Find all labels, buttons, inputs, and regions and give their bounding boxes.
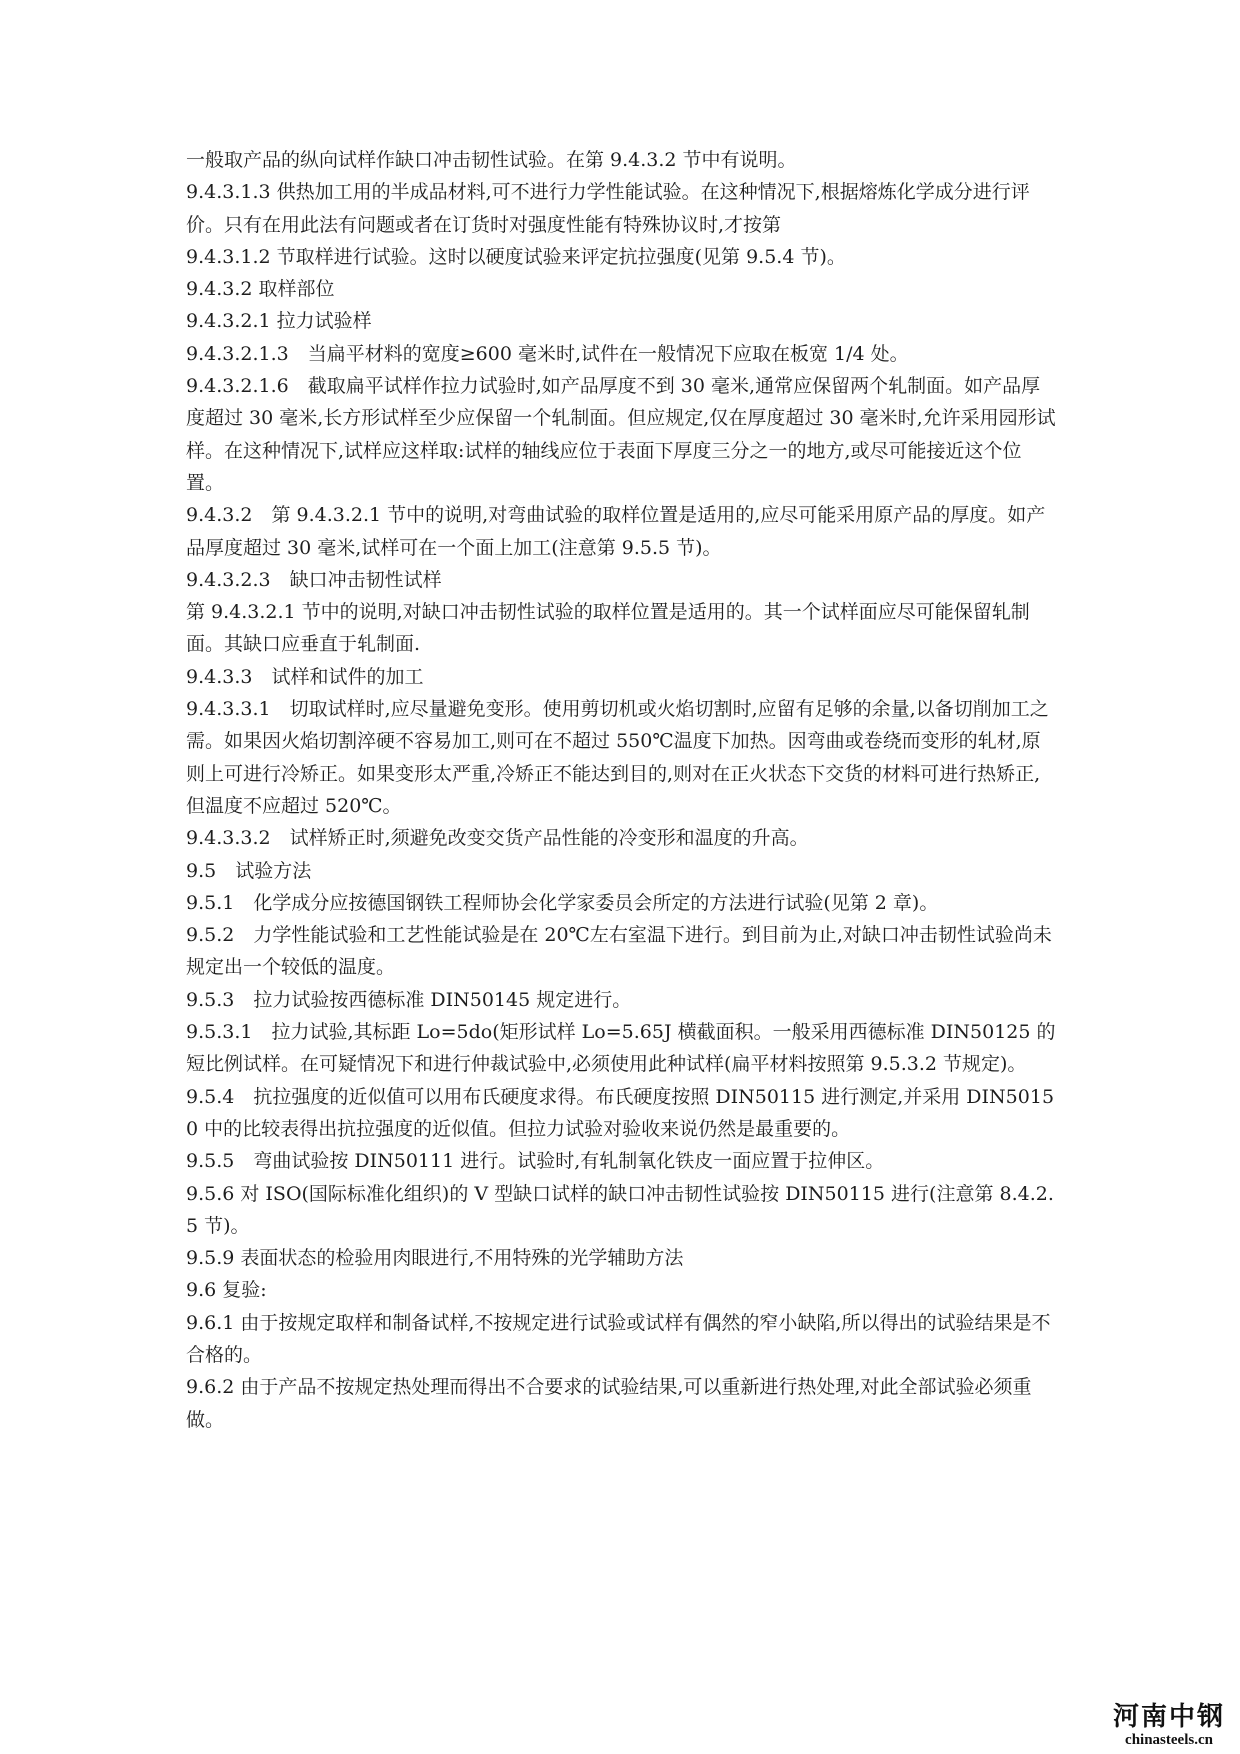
paragraph: 9.4.3.3.1 切取试样时,应尽量避免变形。使用剪切机或火焰切割时,应留有足够的余量,以备切削加工之需。如果因火焰切割淬硬不容易加工,则可在不超过 550℃温度下加热。因弯曲或卷绕而变形的轧材,原则上可进行冷矫正。如果变形太严重,冷矫正不能达到目的,则对在正火状态下交货的材料可进行热矫正,但温度不应超过 520℃。 [186,698,1049,817]
paragraph: 9.5.6 对 ISO(国际标准化组织)的 V 型缺口试样的缺口冲击韧性试验按 DIN50115 进行(注意第 8.4.2.5 节)。 [186,1182,1054,1237]
paragraph: 9.5.4 抗拉强度的近似值可以用布氏硬度求得。布氏硬度按照 DIN50115 进行测定,并采用 DIN50150 中的比较表得出抗拉强度的近似值。但拉力试验对验收来说仍然是最重要的。 [186,1085,1055,1140]
watermark-chinese: 河南中钢 [1112,1702,1225,1732]
paragraph: 9.4.3.1.3 供热加工用的半成品材料,可不进行力学性能试验。在这种情况下,根据熔炼化学成分进行评价。只有在用此法有问题或者在订货时对强度性能有特殊协议时,才按第 [186,181,1030,236]
paragraph: 9.4.3.2 第 9.4.3.2.1 节中的说明,对弯曲试验的取样位置是适用的,应尽可能采用原产品的厚度。如产品厚度超过 30 毫米,试样可在一个面上加工(注意第 9.5.5 节)。 [186,504,1046,559]
paragraph: 9.5.9 表面状态的检验用肉眼进行,不用特殊的光学辅助方法 [186,1247,684,1270]
paragraph: 9.4.3.3.2 试样矫正时,须避免改变交货产品性能的冷变形和温度的升高。 [186,827,809,850]
paragraph: 9.4.3.2.1.6 截取扁平试样作拉力试验时,如产品厚度不到 30 毫米,通常应保留两个轧制面。如产品厚度超过 30 毫米,长方形试样至少应保留一个轧制面。但应规定,仅在厚度超过 30 毫米时,允许采用园形试样。在这种情况下,试样应这样取:试样的轴线应位于表面下厚度三分之一的地方,或尽可能接近这个位置。 [186,375,1056,494]
section-heading: 9.5 试验方法 [186,859,312,882]
paragraph: 一般取产品的纵向试样作缺口冲击韧性试验。在第 9.4.3.2 节中有说明。 [186,149,797,171]
section-heading: 9.4.3.2.3 缺口冲击韧性试样 [186,568,442,591]
paragraph: 9.6.2 由于产品不按规定热处理而得出不合要求的试验结果,可以重新进行热处理,对此全部试验必须重做。 [186,1376,1032,1431]
paragraph: 9.5.5 弯曲试验按 DIN50111 进行。试验时,有轧制氧化铁皮一面应置于拉伸区。 [186,1150,885,1173]
paragraph: 9.5.3.1 拉力试验,其标距 Lo=5do(矩形试样 Lo=5.65J 横截面积。一般采用西德标准 DIN50125 的短比例试样。在可疑情况下和进行仲裁试验中,必须使用此种试样(扁平材料按照第 9.5.3.2 节规定)。 [186,1021,1056,1076]
paragraph: 9.4.3.1.2 节取样进行试验。这时以硬度试验来评定抗拉强度(见第 9.5.4 节)。 [186,245,846,268]
paragraph: 9.5.2 力学性能试验和工艺性能试验是在 20℃左右室温下进行。到目前为止,对缺口冲击韧性试验尚未规定出一个较低的温度。 [186,924,1052,979]
watermark-logo [1104,1702,1234,1748]
paragraph: 9.6.1 由于按规定取样和制备试样,不按规定进行试验或试样有偶然的窄小缺陷,所以得出的试验结果是不合格的。 [186,1311,1051,1366]
section-heading: 9.6 复验: [186,1279,267,1302]
section-heading: 9.4.3.3 试样和试件的加工 [186,665,424,688]
section-heading: 9.4.3.2 取样部位 [186,278,335,301]
document-body [186,144,1058,1436]
watermark-domain: chinasteels.cn [1125,1732,1213,1748]
paragraph: 第 9.4.3.2.1 节中的说明,对缺口冲击韧性试验的取样位置是适用的。其一个试样面应尽可能保留轧制面。其缺口应垂直于轧制面. [186,601,1030,656]
paragraph: 9.5.1 化学成分应按德国钢铁工程师协会化学家委员会所定的方法进行试验(见第 2 章)。 [186,891,939,914]
section-heading: 9.4.3.2.1 拉力试验样 [186,310,372,333]
paragraph: 9.4.3.2.1.3 当扁平材料的宽度≥600 毫米时,试件在一般情况下应取在板宽 1/4 处。 [186,342,909,365]
paragraph: 9.5.3 拉力试验按西德标准 DIN50145 规定进行。 [186,988,632,1011]
